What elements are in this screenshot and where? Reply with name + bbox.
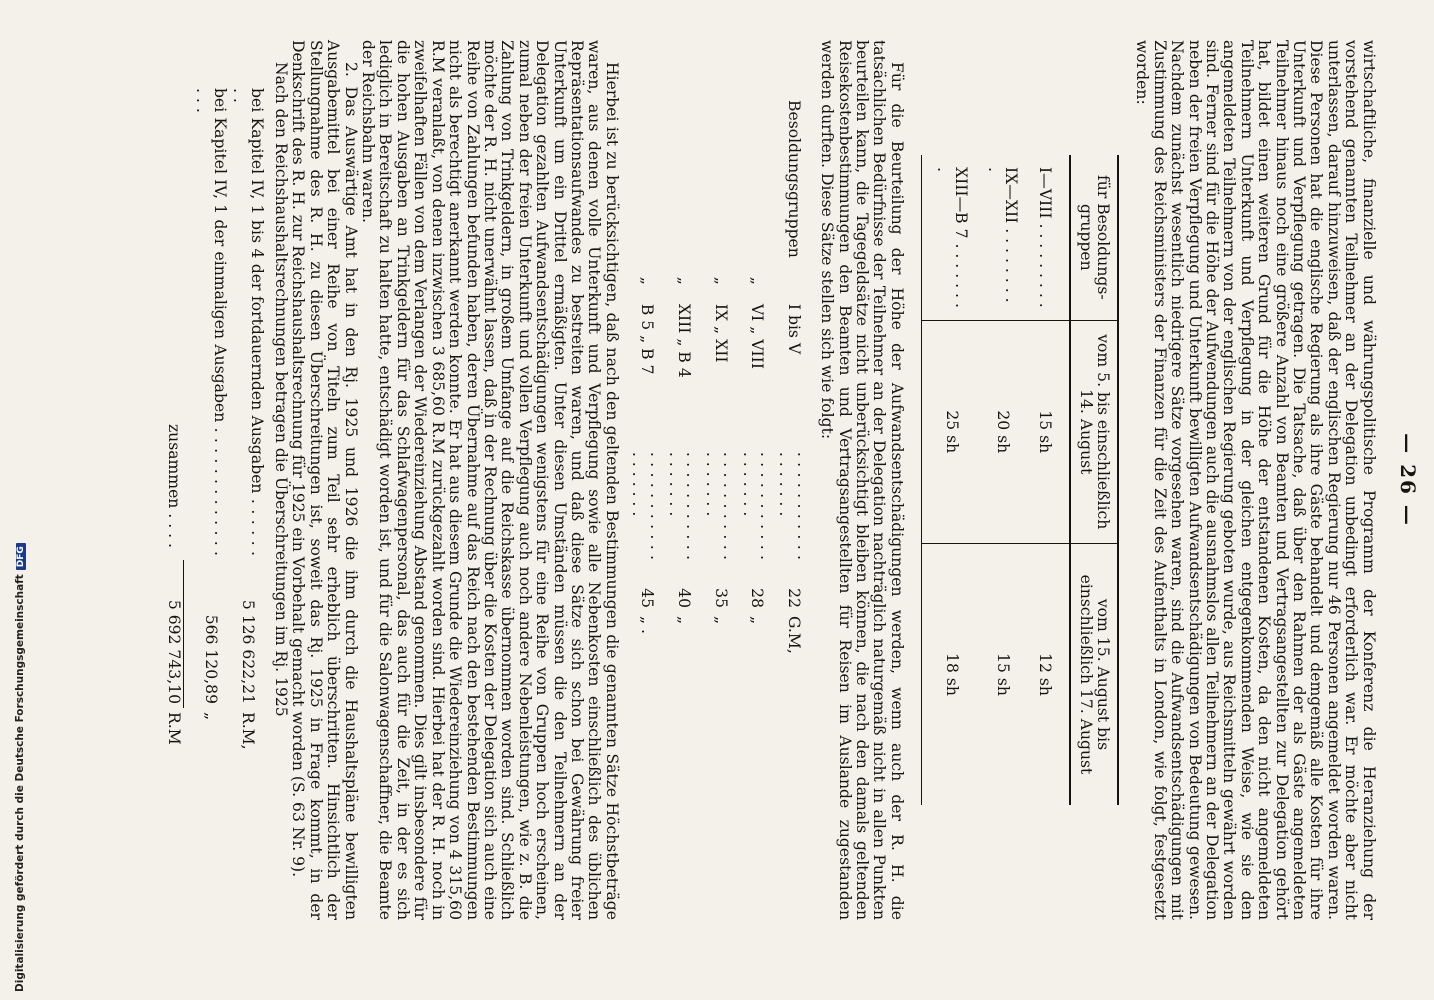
- table-row: [921, 155, 976, 805]
- summary-unit: „: [202, 712, 221, 721]
- row-group: IX—XII . . . . . . . . .: [985, 167, 1021, 303]
- ditto-mark: [775, 262, 812, 300]
- paragraph-overruns: Nach den Reichshaushaltsrechnungen betragen die Überschreitungen im Rj. 1925: [272, 62, 291, 717]
- digitization-credit: [14, 2, 26, 992]
- table-row: [192, 40, 229, 760]
- page-number: — 26 —: [1396, 433, 1420, 527]
- rate-unit: „: [748, 616, 767, 625]
- list-header: Besoldungsgruppen: [785, 100, 804, 258]
- group-range: IX „ XII: [711, 303, 730, 363]
- summary-total-value: 5 692 743,10: [164, 560, 184, 708]
- rate-unit: G.M,: [785, 616, 804, 654]
- row-rate-2: 12 sh: [1028, 543, 1070, 805]
- rate-value: 22: [785, 588, 804, 608]
- table-header-row: [1070, 155, 1118, 805]
- summary-total-unit: R.M: [165, 712, 184, 745]
- ditto-mark: „: [674, 276, 693, 285]
- rate-value: 35: [711, 588, 730, 608]
- group-range: XIII „ B 4: [674, 303, 693, 378]
- leader-dots: . . . . . . . . . . . . . . . . . .: [702, 451, 739, 560]
- rate-value: 28: [748, 588, 767, 608]
- header-salary-groups: für Besoldungs-gruppen: [1076, 175, 1112, 300]
- leader-dots: . . . . . . . . . . . . . . . . . .: [776, 451, 812, 560]
- row-rate-2: 15 sh: [977, 543, 1028, 805]
- rate-unit: „: [674, 616, 693, 625]
- allowance-rates-table: [921, 155, 1119, 805]
- list-item: [701, 100, 738, 660]
- row-group: XIII—B 7 . . . . . . . .: [921, 155, 976, 320]
- overrun-summary: [164, 40, 266, 760]
- row-group: I—VIII . . . . . . . . .: [1035, 167, 1054, 308]
- group-range: VI „ VIII: [748, 303, 767, 369]
- table-row: [977, 155, 1028, 805]
- summary-total-row: [164, 40, 184, 760]
- intro-paragraph: wirtschaftliche, finanzielle und währungspolitische Programm der Konferenz die Heranziehung der vorstehend genannten Teilnehmer an der Delegation unbedingt erforderlich war. Er möchte aber nicht unterlassen, darauf hinzuweisen, daß der englischen Regierung nur 46 Personen angemeldet worden waren. Diese Personen hat die englische Regierung als ihre Gäste behandelt und demgemäß alle Kosten für ihre Unterkunft und Verpflegung getragen. Die Tatsache, daß über den Rahmen der als Gäste angemeldeten Teilnehmer hinaus noch eine größere Anzahl von Beamten und Vertragsangestellten zur Delegation gehört hat, bildet einen weiteren Grund für die Höhe der entstandenen Kosten, da den nicht angemeldeten Teilnehmern Unterkunft und Verpflegung in der gleichen entgegenkommenden Weise, wie sie den angemeldeten Teilnehmern von der englischen Regierung geboten wurde, aus Reichsmitteln gewährt worden sind. Ferner sind für die Höhe der Aufwendungen auch die ausnahmslos allen Teilnehmern an der Delegation neben der freien Verpflegung und Unterkunft bewilligten Aufwandsentschädigungen von Bedeutung gewesen. Nachdem zunächst wesentlich niedrigere Sätze vorgesehen waren, sind die Aufwandsentschädigungen mit Zustimmung des Reichsministers der Finanzen für die Zeit des Aufenthalts in London, wie folgt, festgesetzt worden:: [1133, 40, 1378, 920]
- ditto-mark: „: [748, 276, 767, 285]
- summary-unit: R.M,: [238, 712, 257, 750]
- rate-value: 40: [674, 588, 693, 608]
- list-item: [628, 100, 665, 660]
- summary-total-label: zusammen . . . .: [165, 423, 184, 548]
- summary-label: bei Kapitel IV, 1 bis 4 der fortdauernden Ausgaben . . . . . . . .: [230, 88, 266, 556]
- ditto-mark: „: [711, 276, 730, 285]
- summary-label: bei Kapitel IV, 1 der einmaligen Ausgaben . . . . . . . . . . . . . . . .: [193, 88, 229, 556]
- group-range: I bis V: [785, 303, 804, 355]
- paragraph-foreign-office: 2. Das Auswärtige Amt hat in den Rj. 1925 und 1926 die ihm durch die Haushaltspläne bewilligten Ausgabemittel bei einer Reihe von Titeln zum Teil sehr erheblich überschritten. Hinsichtlich der Stellungnahme des R. H. zu diesen Überschreitungen ist, soweit das Rj. 1925 in Frage kommt, in der Denkschrift des R. H. zur Reichshaushaltsrechnung für 1925 ein Vorbehalt gemacht worden (S. 63 Nr. 9).: [289, 40, 360, 920]
- header-period-2: vom 15. August bis einschließlich 17. August: [1070, 543, 1118, 805]
- rate-unit: „: [711, 616, 730, 625]
- list-item: [738, 100, 775, 660]
- leader-dots: . . . . . . . . . . . . . . . . . .: [629, 451, 665, 560]
- row-rate-2: 18 sh: [921, 543, 976, 805]
- paragraph-daily-rates: Für die Beurteilung der Höhe der Aufwandsentschädigungen werden, wenn auch der R. H. die tatsächlichen Bedürfnisse der Teilnehmer an der Delegation nachträglich naturgemäß nicht in allen Punkten beurteilen kann, die Tagegeldsätze nicht unberücksichtigt bleiben können, die nach den damals geltenden Reisekostenbestimmungen den Beamten und Vertragsangestellten für Reisen im Auslande zugestanden werden durften. Diese Sätze stellen sich wie folgt:: [818, 40, 906, 920]
- credit-text: Digitalisierung gefördert durch die Deutsche Forschungsgemeinschaft: [14, 574, 26, 992]
- row-rate-1: 25 sh: [921, 320, 976, 543]
- paragraph-considerations: Hierbei ist zu berücksichtigen, daß nach den geltenden Bestimmungen die genannten Sätze Höchstbeträge waren, aus denen volle Unterkunft und Verpflegung sowie alle Nebenkosten einschließlich des üblichen Repräsentationsaufwandes zu bestreiten waren, und daß diese Sätze sich schon bei Gewährung freier Unterkunft um ein Drittel ermäßigten. Unter diesen Umständen müssen die den Teilnehmern an der Delegation gezahlten Aufwandsentschädigungen wenigstens für eine Reihe von Gruppen hoch erscheinen, zumal neben der freien Unterkunft und vollen Verpflegung auch noch andere Nebenleistungen, wie z. B. die Zahlung von Trinkgeldern, in großem Umfange auf die Reichskasse übernommen worden sind. Schließlich möchte der R. H. nicht unerwähnt lassen, daß in der Rechnung über die Kosten der Delegation sich auch eine Reihe von Zahlungen befunden haben, deren Übernahme auf das Reich nach den bestehenden Bestimmungen nicht als berechtigt anerkannt werden konnte. Er hat aus diesem Grunde die Wiedereinziehung von 4 315,60 R.M veranlaßt, von denen inzwischen 3 685,60 R.M zurückgezahlt worden sind. Hierbei hat der R. H. noch in zweifelhaften Fällen von dem Verlangen der Wiedereinziehung Abstand genommen. Dies gilt insbesondere für die hohen Ausgaben an Trinkgeldern für das Schlafwagenpersonal, das auch für die Zeit, in der es sich lediglich in Bereitschaft zu halten hatte, entschädigt worden ist, und für die Salonwagenschaffner, die Beamte der Reichsbahn waren.: [359, 40, 621, 920]
- ditto-mark: „: [637, 276, 656, 285]
- list-item: [665, 100, 702, 660]
- leader-dots: . . . . . . . . . . . . . . . . . .: [666, 451, 702, 560]
- summary-value: 5 126 622,21: [238, 599, 257, 704]
- rate-value: 45: [637, 588, 656, 608]
- table-row: [1028, 155, 1070, 805]
- header-period-1: vom 5. bis einschließlich 14. August: [1070, 320, 1118, 543]
- daily-rate-list: [628, 100, 812, 660]
- group-range: B 5 „ B 7: [637, 303, 656, 375]
- rate-unit: „ .: [637, 616, 656, 634]
- document-page: [30, 0, 1434, 1000]
- summary-value: 566 120,89: [202, 614, 221, 704]
- row-rate-1: 20 sh: [977, 320, 1028, 543]
- table-row: [229, 40, 266, 760]
- row-rate-1: 15 sh: [1028, 320, 1070, 543]
- dfg-logo: DFG: [16, 543, 26, 570]
- list-item: [775, 100, 812, 660]
- leader-dots: . . . . . . . . . . . . . . . . . .: [739, 451, 776, 560]
